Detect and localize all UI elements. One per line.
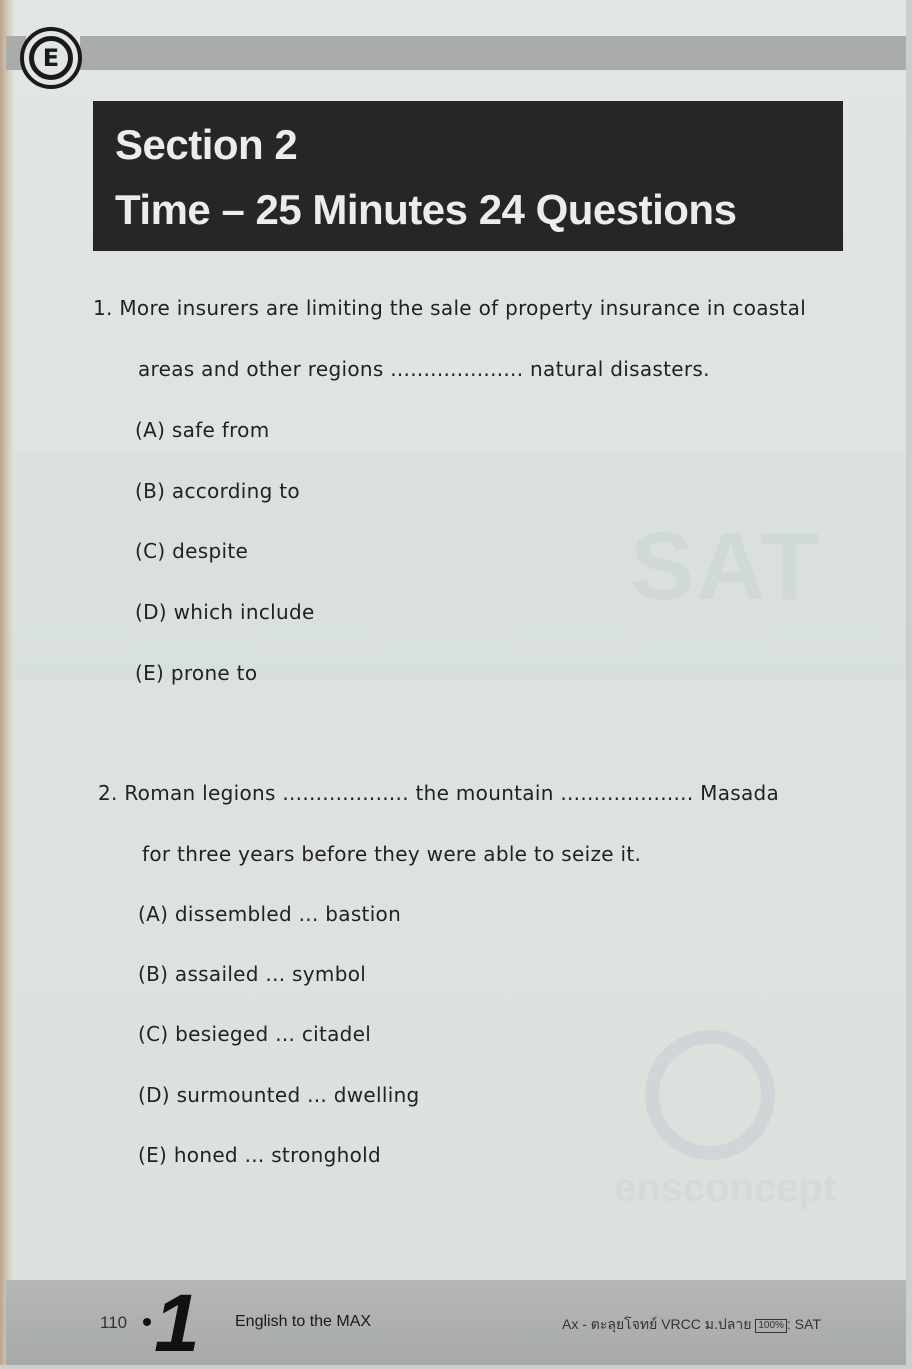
sat-watermark: SAT xyxy=(630,513,821,620)
question-text: Roman legions ................... the mountain .................... Masada xyxy=(124,781,780,805)
option-text: assailed ... symbol xyxy=(174,962,367,986)
option-2e[interactable] xyxy=(138,1143,381,1167)
series-badge: 100% xyxy=(755,1319,787,1333)
option-text: honed ... stronghold xyxy=(173,1143,382,1167)
option-letter: (A) xyxy=(138,902,169,926)
option-letter: (C) xyxy=(135,539,166,563)
option-letter: (E) xyxy=(138,1143,168,1167)
option-1a[interactable] xyxy=(135,418,269,442)
series-suffix: : SAT xyxy=(786,1316,821,1332)
page-edge xyxy=(0,0,14,1365)
option-text: prone to xyxy=(170,661,258,685)
option-letter: (D) xyxy=(135,600,167,624)
bullet-icon xyxy=(143,1318,151,1326)
option-text: according to xyxy=(171,479,300,503)
time-and-question-count: Time – 25 Minutes 24 Questions xyxy=(115,186,737,233)
option-2b[interactable] xyxy=(138,962,366,986)
option-1e[interactable] xyxy=(135,661,257,685)
series-label xyxy=(562,1314,821,1336)
option-letter: (E) xyxy=(135,661,165,685)
option-letter: (B) xyxy=(135,479,166,503)
question-1-stem-cont: areas and other regions .................... natural disasters. xyxy=(138,357,710,381)
option-1b[interactable] xyxy=(135,479,300,503)
logo-letter: E xyxy=(29,36,73,80)
option-text: despite xyxy=(172,539,249,563)
option-letter: (B) xyxy=(138,962,169,986)
question-number: 1. xyxy=(93,296,113,320)
option-text: surmounted ... dwelling xyxy=(176,1083,420,1107)
option-1c[interactable] xyxy=(135,539,248,563)
top-bar xyxy=(80,36,906,70)
page-number: 110 xyxy=(100,1313,128,1332)
option-letter: (D) xyxy=(138,1083,170,1107)
option-text: besieged ... citadel xyxy=(175,1022,372,1046)
series-prefix: Ax - ตะลุยโจทย์ VRCC ม.ปลาย xyxy=(562,1316,752,1332)
question-number: 2. xyxy=(98,781,118,805)
option-2c[interactable] xyxy=(138,1022,371,1046)
question-text: More insurers are limiting the sale of property insurance in coastal xyxy=(119,296,807,320)
brand-logo-icon xyxy=(20,27,82,89)
option-text: safe from xyxy=(171,418,270,442)
book-title: English to the MAX xyxy=(235,1313,372,1330)
option-text: which include xyxy=(173,600,315,624)
brand-watermark: ensconcept xyxy=(614,1166,837,1210)
question-2-stem xyxy=(98,781,779,805)
option-text: dissembled ... bastion xyxy=(174,902,402,926)
option-2a[interactable] xyxy=(138,902,401,926)
question-2-stem-cont: for three years before they were able to seize it. xyxy=(142,842,642,866)
option-2d[interactable] xyxy=(138,1083,420,1107)
section-title: Section 2 xyxy=(115,121,298,168)
option-letter: (A) xyxy=(135,418,166,442)
question-1-stem xyxy=(93,296,806,320)
brand-mark-icon: 1 xyxy=(154,1278,200,1369)
option-1d[interactable] xyxy=(135,600,315,624)
section-header xyxy=(93,101,843,251)
option-letter: (C) xyxy=(138,1022,169,1046)
watermark-logo-icon xyxy=(645,1030,775,1160)
